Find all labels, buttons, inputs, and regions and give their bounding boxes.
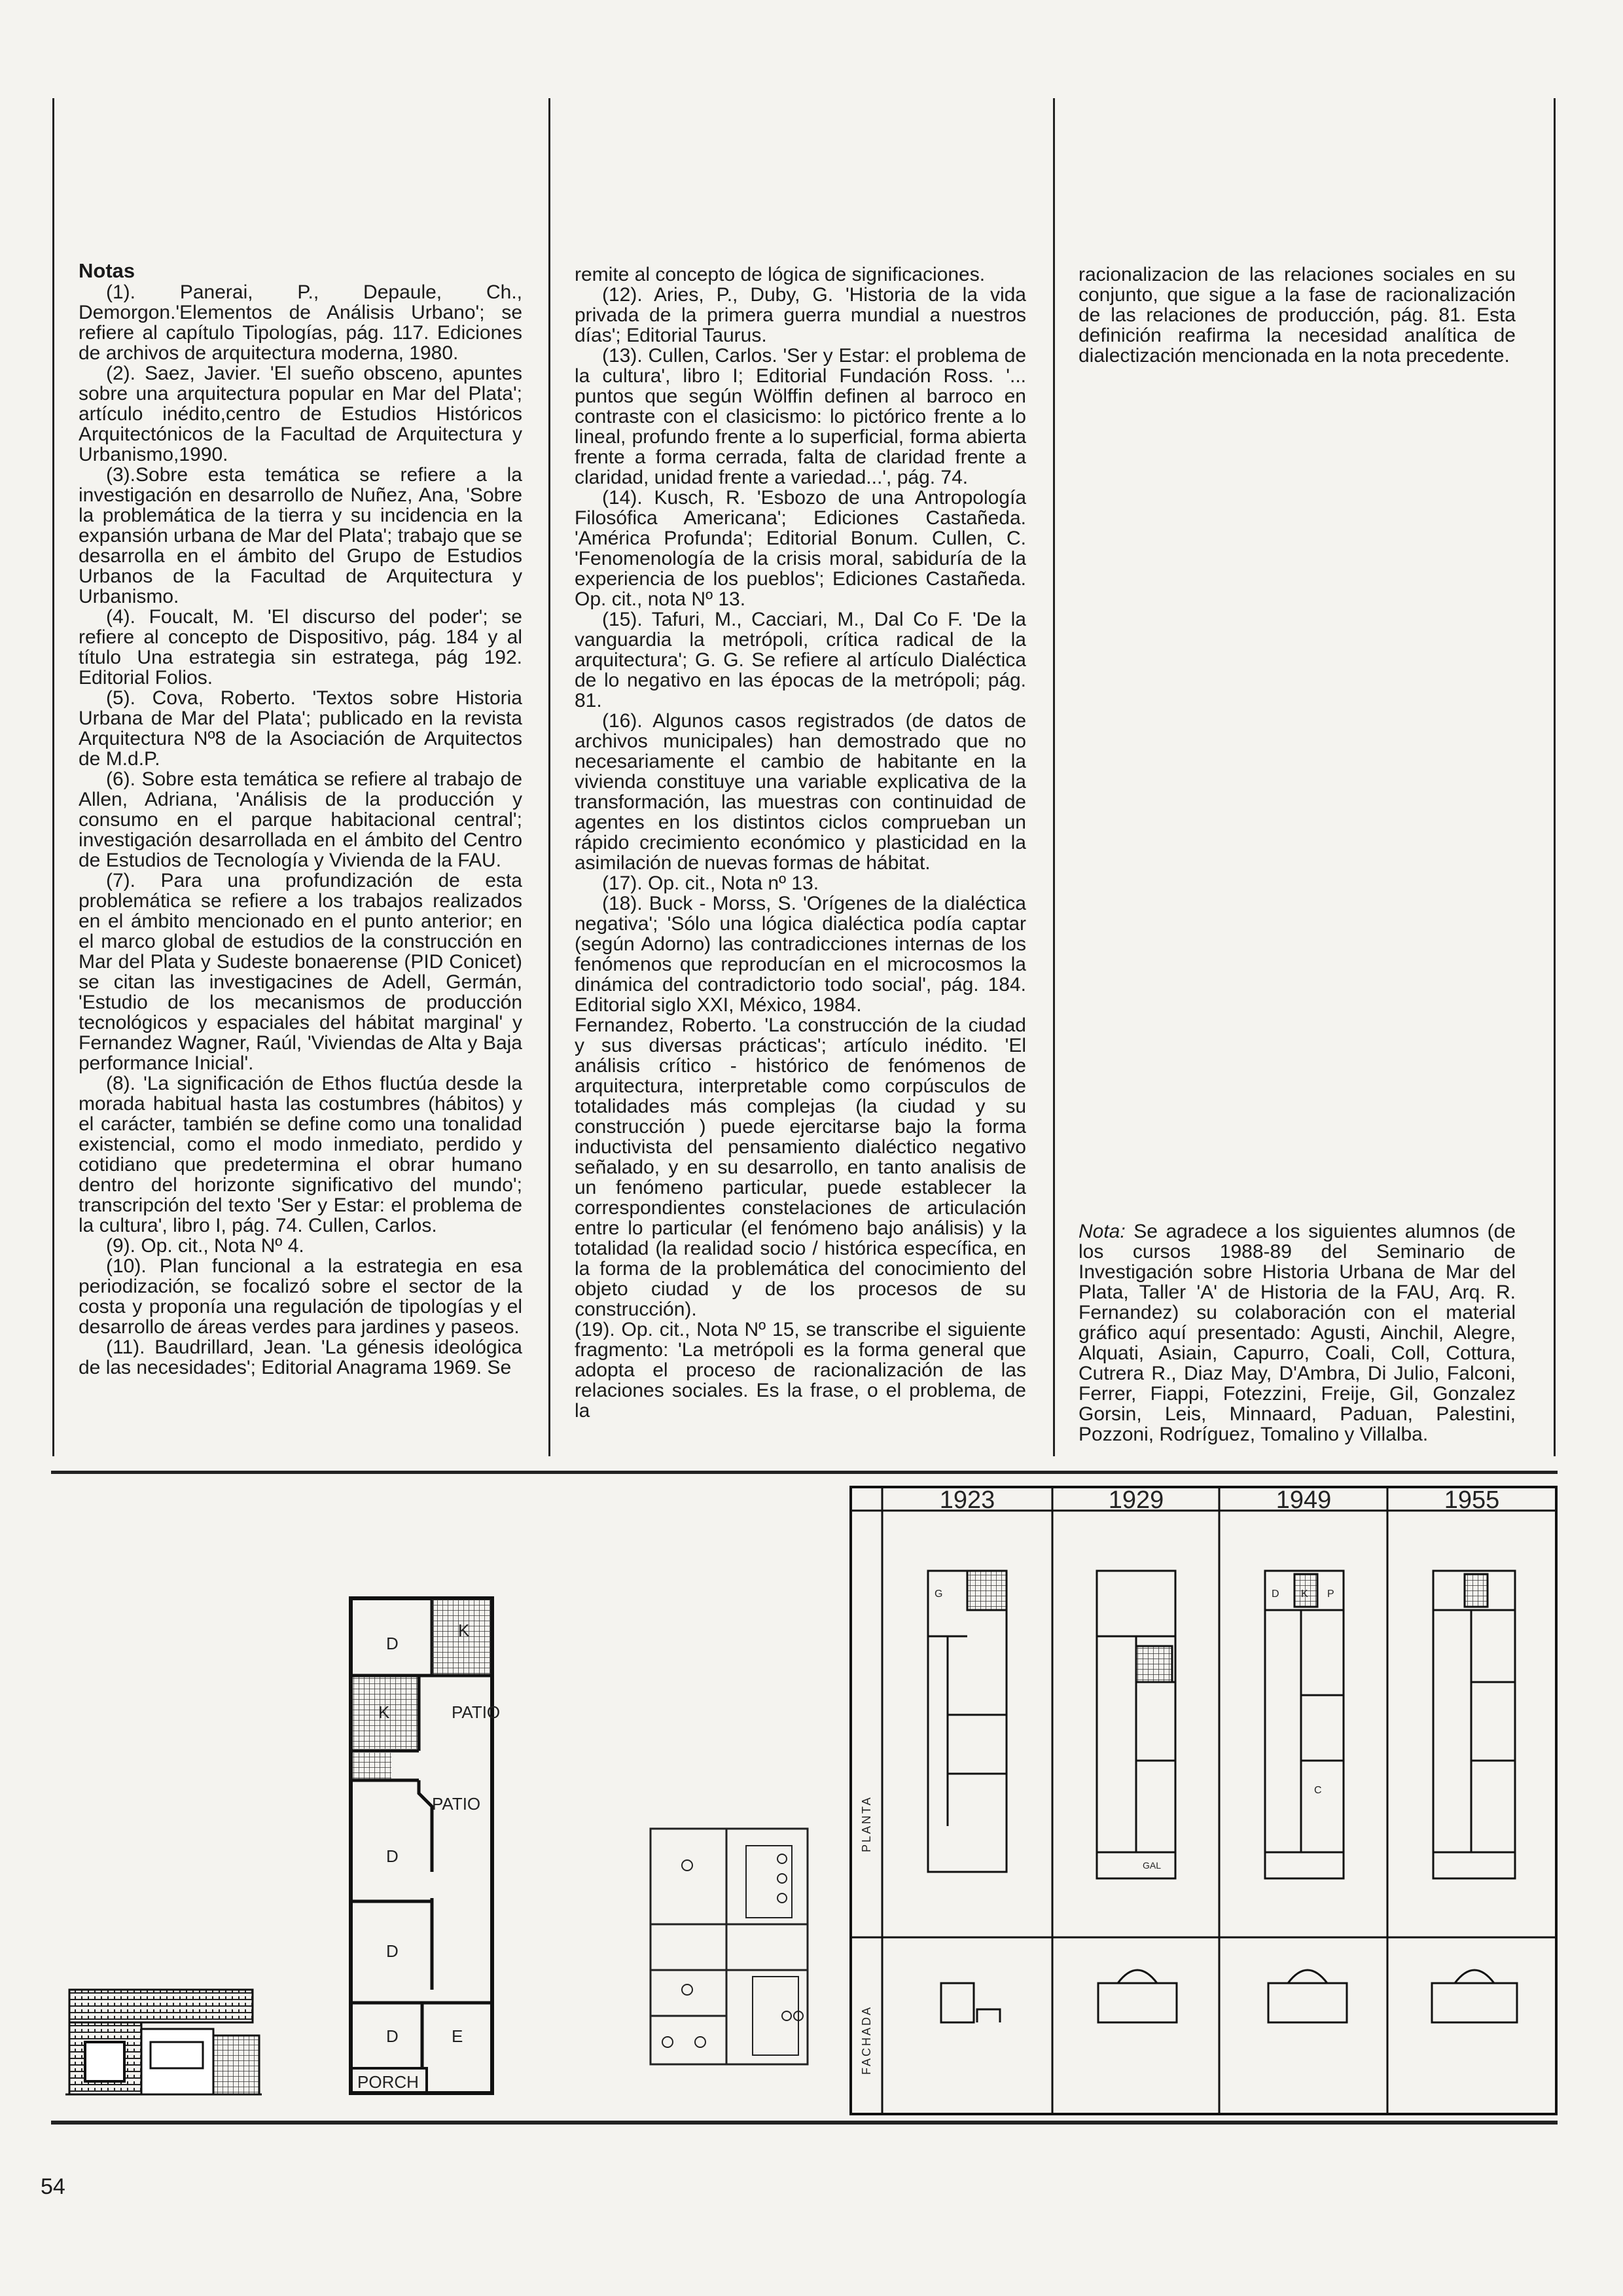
plan-label-patio-2: PATIO bbox=[432, 1794, 481, 1814]
house-facade-elevation bbox=[65, 1990, 262, 2094]
plan-letter-d: D bbox=[1272, 1588, 1279, 1600]
note: Fernandez, Roberto. 'La construcción de la ciudad y sus diversas prácticas'; artículo inédito. 'El análisis crítico - histórico de fenómenos de arquitectura, interpretable como corpúsculos de totalidades más complejas (la ciudad y su construcción ) puede ejercitarse bajo la forma inductivista del pensamiento dialéctico negativo señalado, y en su desarrollo, en tanto analisis de un fenómeno particular, puede establecer la correspondientes constelaciones de articulación entre lo particular (el fenómeno bajo análisis) y la totalidad (la realidad socio / histórica específica, en la forma de la problemática del conocimiento del objeto ciudad y de los procesos de su construcción). bbox=[575, 1014, 1026, 1320]
plan-label-porch: PORCH bbox=[357, 2072, 419, 2092]
plan-letter-k: K bbox=[1301, 1588, 1308, 1600]
plan-label-room-d-3: D bbox=[386, 1941, 399, 1961]
block-site-diagram bbox=[648, 1826, 812, 2068]
note: (10). Plan funcional a la estrategia en esa periodización, se focalizó sobre el sector de la costa y proponía una regulación de tipologías y el desarrollo de áreas verdes para jardines y paseos. bbox=[79, 1255, 522, 1338]
plan-1929 bbox=[1097, 1571, 1175, 1878]
plan-letter-p: P bbox=[1327, 1588, 1334, 1600]
note: (6). Sobre esta temática se refiere al trabajo de Allen, Adriana, 'Análisis de la producción y consumo en el parque habitacional central'; investigación desarrollada en el ámbito del Centro de Estudios de Tecnología y Vivienda de la FAU. bbox=[79, 768, 522, 871]
note: remite al concepto de lógica de significaciones. bbox=[575, 264, 986, 285]
column-rule-4 bbox=[1554, 98, 1556, 1456]
note: (19). Op. cit., Nota Nº 15, se transcribe el siguiente fragmento: 'La metrópoli es la forma general que adopta el proceso de racionalización de las relaciones sociales. Es la frase, o el problema, de la bbox=[575, 1319, 1026, 1422]
note: (12). Aries, P., Duby, G. 'Historia de la vida privada de la primera guerra mundial a nuestros días'; Editorial Taurus. bbox=[575, 284, 1026, 346]
note: (11). Baudrillard, Jean. 'La génesis ideológica de las necesidades'; Editorial Anagrama 1969. Se bbox=[79, 1336, 522, 1378]
plan-1955 bbox=[1433, 1571, 1515, 1878]
year-header-1949: 1949 bbox=[1275, 1486, 1332, 1514]
acknowledgement-text: Se agradece a los siguientes alumnos (de los cursos 1988-89 del Seminario de Investigación sobre Historia Urbana de Mar del Plata, Taller 'A' de Historia de la FAU, Arq. R. Fernandez) su colaboración con el material gráfico aquí presentado: Agusti, Ainchil, Alegre, Alquati, Asiain, Capurro, Coali, Coll, Cottura, Cutrera R., Diaz May, D'Ambra, Di Julio, Falconi, Ferrer, Fiappi, Fotezzini, Freije, Gil, Gonzalez Gorsin, Leis, Minnaard, Paduan, Palestini, Pozzoni, Rodríguez, Tomalino y Villalba. bbox=[1079, 1221, 1516, 1445]
note: (18). Buck - Morss, S. 'Orígenes de la dialéctica negativa'; 'Sólo una lógica dialéctica podía captar (según Adorno) las contradicciones internas de los fenómenos que reproducían en el microcosmos la dinámica del contradictorio todo social', pág. 184. Editorial siglo XXI, México, 1984. bbox=[575, 893, 1026, 1016]
house-evolution-panel bbox=[849, 1486, 1558, 2117]
note: (2). Saez, Javier. 'El sueño obsceno, apuntes sobre una arquitectura popular en Mar del Plata'; artículo inédito,centro de Estudios Históricos Arquitectónicos de la Facultad de Arquitectura y Urbanismo,1990. bbox=[79, 363, 522, 465]
row-label-planta: PLANTA bbox=[860, 1795, 873, 1852]
facades-row bbox=[941, 1970, 1517, 2022]
note: (9). Op. cit., Nota Nº 4. bbox=[106, 1235, 304, 1257]
plan-1923 bbox=[928, 1571, 1007, 1872]
note: (4). Foucalt, M. 'El discurso del poder'; se refiere al concepto de Dispositivo, pág. 184 y al título Una estrategia sin estratega, pág 192. Editorial Folios. bbox=[79, 606, 522, 689]
section-rule-bottom bbox=[51, 2121, 1558, 2125]
plan-label-room-d-4: D bbox=[386, 2026, 399, 2046]
note: (16). Algunos casos registrados (de datos de archivos municipales) han demostrado que no necesariamente el cambio de habitante en la vivienda constituye una variable explicativa de la transformación, las muestras con continuidad de agentes en los distintos ciclos comprueban un rápido crecimiento económico y plasticidad en la asimilación de nuevas formas de hábitat. bbox=[575, 710, 1026, 874]
plan-label-room-e: E bbox=[452, 2026, 463, 2046]
notes-heading: Notas bbox=[79, 259, 135, 282]
column-rule-3 bbox=[1053, 98, 1055, 1456]
note: (13). Cullen, Carlos. 'Ser y Estar: el problema de la cultura', libro I; Editorial Fundación Ross. '... puntos que según Wölffin definen al barroco en contraste con el clasicismo: lo pictórico frente a lo lineal, profundo frente a lo superficial, forma abierta frente a forma cerrada, falta de claridad frente a claridad, unidad frente a variedad...', pág. 74. bbox=[575, 345, 1026, 488]
column-rule-1 bbox=[52, 98, 54, 1456]
column-rule-2 bbox=[548, 98, 550, 1456]
note: (14). Kusch, R. 'Esbozo de una Antropología Filosófica Americana'; Ediciones Castañeda. 'América Profunda'; Editorial Bonum. Cullen, C. 'Fenomenología de la crisis moral, sabiduría de la experiencia de los pueblos'; Ediciones Castañeda. Op. cit., nota Nº 13. bbox=[575, 487, 1026, 610]
plan-label-kitchen-2: K bbox=[378, 1702, 390, 1722]
house-floor-plan-drawing bbox=[65, 1584, 524, 2114]
notes-column-middle bbox=[575, 264, 1026, 1421]
plan-letter-g: G bbox=[935, 1588, 943, 1600]
year-header-1955: 1955 bbox=[1444, 1486, 1500, 1514]
note: (1). Panerai, P., Depaule, Ch., Demorgon.'Elementos de Análisis Urbano'; se refiere al capítulo Tipologías, pág. 117. Ediciones de archivos de arquitectura moderna, 1980. bbox=[79, 281, 522, 364]
year-header-1923: 1923 bbox=[939, 1486, 995, 1514]
plan-label-kitchen: K bbox=[458, 1621, 470, 1640]
row-label-fachada: FACHADA bbox=[860, 2005, 873, 2075]
note: (7). Para una profundización de esta problemática se refiere a los trabajos realizados en el ámbito mencionado en el punto anterior; en el marco global de estudios de la construcción en Mar del Plata y Sudeste bonaerense (PID Conicet) se citan las investigacines de Adell, Germán, 'Estudio de los mecanismos de producción tecnológicos y espaciales del hábitat marginal' y Fernandez Wagner, Raúl, 'Viviendas de Alta y Baja performance Inicial'. bbox=[79, 870, 522, 1074]
acknowledgement bbox=[1079, 1221, 1516, 1444]
notes-column-right bbox=[1079, 264, 1516, 366]
section-rule-top bbox=[51, 1471, 1558, 1474]
plan-label-room-d-2: D bbox=[386, 1846, 399, 1866]
plan-letter-gal: GAL bbox=[1143, 1860, 1162, 1871]
note: (15). Tafuri, M., Cacciari, M., Dal Co F. 'De la vanguardia la metrópoli, crítica radical de la arquitectura'; G. G. Se refiere al artículo Dialéctica de lo negativo en las épocas de la metrópoli; pág. 81. bbox=[575, 609, 1026, 711]
plan-1949 bbox=[1265, 1571, 1344, 1878]
note: (3).Sobre esta temática se refiere a la investigación en desarrollo de Nuñez, Ana, 'Sobre la problemática de la tierra y su incidencia en la expansión urbana de Mar del Plata'; trabajo que se desarrolla en el ámbito del Grupo de Estudios Urbanos de la Facultad de Arquitectura y Urbanismo. bbox=[79, 464, 522, 607]
acknowledgement-label: Nota: bbox=[1079, 1221, 1126, 1242]
page-number: 54 bbox=[41, 2174, 65, 2199]
note: (5). Cova, Roberto. 'Textos sobre Historia Urbana de Mar del Plata'; publicado en la revista Arquitectura Nº8 de la Asociación de Arquitectos de M.d.P. bbox=[79, 687, 522, 770]
plan-label-patio-1: PATIO bbox=[452, 1702, 501, 1722]
plan-letter-c: C bbox=[1314, 1785, 1322, 1796]
note: (17). Op. cit., Nota nº 13. bbox=[602, 872, 819, 894]
note: (8). 'La significación de Ethos fluctúa desde la morada habitual hasta las costumbres (hábitos) y el carácter, también se define como una tonalidad existencial, como el modo inmediato, perdido y cotidiano que predetermina el obrar humano dentro del horizonte significativo del mundo'; transcripción del texto 'Ser y Estar: el problema de la cultura', libro I, pág. 74. Cullen, Carlos. bbox=[79, 1073, 522, 1236]
plan-label-room-d: D bbox=[386, 1634, 399, 1653]
notes-column-left bbox=[79, 260, 522, 1378]
year-header-1929: 1929 bbox=[1108, 1486, 1164, 1514]
note-continuation: racionalizacion de las relaciones sociales en su conjunto, que sigue a la fase de racionalización de las relaciones de producción, pág. 81. Esta definición reafirma la necesidad analítica de dialectización mencionada en la nota precedente. bbox=[1079, 264, 1516, 367]
